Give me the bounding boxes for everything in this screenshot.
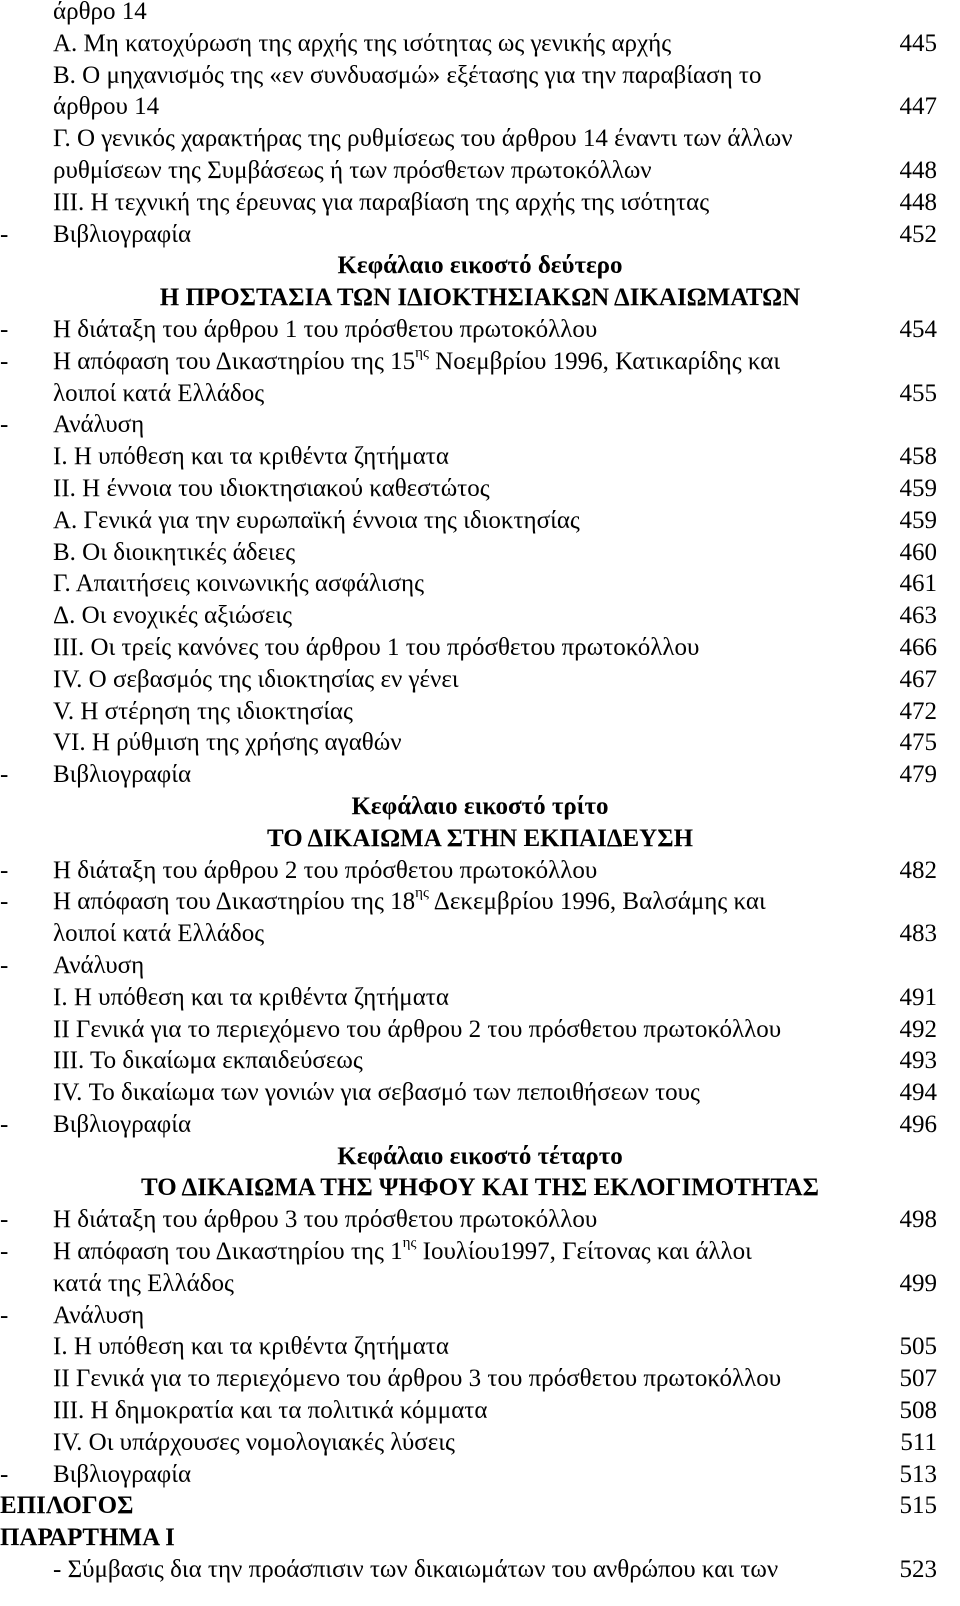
page-number: 445 xyxy=(899,29,937,57)
entry-title: άρθρου 14 xyxy=(53,93,160,121)
page-number: 452 xyxy=(899,220,937,248)
entry-dash: - xyxy=(0,1460,9,1488)
page-number: 467 xyxy=(899,665,937,693)
entry-dash: - xyxy=(0,888,9,916)
toc-section xyxy=(0,1490,960,1522)
page-number: 515 xyxy=(899,1492,937,1520)
toc-entry xyxy=(0,409,960,441)
entry-title: ΙΙ. Η έννοια του ιδιοκτησιακού καθεστώτος xyxy=(53,474,490,502)
page-number: 499 xyxy=(899,1269,937,1297)
page-number: 511 xyxy=(900,1428,937,1456)
page-number: 475 xyxy=(899,729,937,757)
toc-entry xyxy=(0,600,960,632)
chapter-heading: Κεφάλαιο εικοστό δεύτερο xyxy=(337,252,623,280)
toc-entry xyxy=(0,1300,960,1332)
entry-title: Ανάλυση xyxy=(53,951,145,979)
entry-title: ΙΙΙ. Η δημοκρατία και τα πολιτικά κόμματα xyxy=(53,1397,488,1425)
toc-entry xyxy=(0,1554,960,1586)
toc-entry xyxy=(0,219,960,251)
chapter-heading: ΤΟ ΔΙΚΑΙΩΜΑ ΣΤΗΝ ΕΚΠΑΙΔΕΥΣΗ xyxy=(266,824,694,852)
page-number: 472 xyxy=(899,697,937,725)
page-number: 508 xyxy=(899,1397,937,1425)
page-number: 455 xyxy=(899,379,937,407)
toc-entry xyxy=(0,1427,960,1459)
entry-title: Η απόφαση του Δικαστηρίου της $18^{\eta\varsigma}$ Δεκεμβρίου 1996, Βαλσάμης και xyxy=(53,885,766,916)
entry-title: άρθρο 14 xyxy=(53,0,147,25)
entry-title: Ι. Η υπόθεση και τα κριθέντα ζητήματα xyxy=(53,983,449,1011)
page-number: 483 xyxy=(899,920,937,948)
page-number: 458 xyxy=(899,443,937,471)
entry-title: Η απόφαση του Δικαστηρίου της $1^{\eta\varsigma}$ Ιουλίου1997, Γείτονας και άλλοι xyxy=(53,1235,752,1266)
entry-title: λοιποί κατά Ελλάδος xyxy=(53,379,265,407)
toc-entry xyxy=(0,568,960,600)
page-number: 454 xyxy=(899,315,937,343)
entry-title: Α. Γενικά για την ευρωπαϊκή έννοια της ιδιοκτησίας xyxy=(53,506,580,534)
entry-dash: - xyxy=(0,761,9,789)
toc-entry xyxy=(0,537,960,569)
toc-entry xyxy=(0,1236,960,1268)
entry-title: Γ. Ο γενικός χαρακτήρας της ρυθμίσεως του άρθρου 14 έναντι των άλλων xyxy=(53,125,793,153)
toc-entry xyxy=(0,28,960,60)
entry-dash: - xyxy=(0,1110,9,1138)
chapter-heading: Κεφάλαιο εικοστό τέταρτο xyxy=(337,1142,623,1170)
toc-entry xyxy=(0,632,960,664)
toc-entry xyxy=(0,1077,960,1109)
entry-title: κατά της Ελλάδος xyxy=(53,1269,234,1297)
entry-title: Βιβλιογραφία xyxy=(53,220,192,248)
entry-title: - Σύμβασις δια την προάσπισιν των δικαιωμάτων του ανθρώπου και των xyxy=(53,1556,779,1584)
page-number: 507 xyxy=(899,1365,937,1393)
toc-entry xyxy=(0,1363,960,1395)
toc-entry xyxy=(0,1331,960,1363)
page-number: 448 xyxy=(899,156,937,184)
entry-title: Βιβλιογραφία xyxy=(53,1110,192,1138)
page-number: 447 xyxy=(899,93,937,121)
entry-title: ΙΙ Γενικά για το περιεχόμενο του άρθρου 2 του πρόσθετου πρωτοκόλλου xyxy=(53,1015,782,1043)
page-number: 513 xyxy=(899,1460,937,1488)
page-number: 466 xyxy=(899,633,937,661)
page-number: 463 xyxy=(899,602,937,630)
page-number: 505 xyxy=(899,1333,937,1361)
entry-title: ΙΙΙ. Το δικαίωμα εκπαιδεύσεως xyxy=(53,1047,363,1075)
chapter-heading: Η ΠΡΟΣΤΑΣΙΑ ΤΩΝ ΙΔΙΟΚΤΗΣΙΑΚΩΝ ΔΙΚΑΙΩΜΑΤΩΝ xyxy=(159,284,801,312)
entry-title: Δ. Οι ενοχικές αξιώσεις xyxy=(53,602,293,630)
toc-entry xyxy=(0,155,960,187)
entry-dash: - xyxy=(0,315,9,343)
toc-entry xyxy=(0,918,960,950)
toc-entry xyxy=(0,696,960,728)
entry-dash: - xyxy=(0,220,9,248)
page-number: 482 xyxy=(899,856,937,884)
toc-entry xyxy=(0,759,960,791)
entry-title: ΙV. Ο σεβασμός της ιδιοκτησίας εν γένει xyxy=(53,665,459,693)
toc-entry xyxy=(0,505,960,537)
entry-title: ΙΙΙ. Η τεχνική της έρευνας για παραβίαση της αρχής της ισότητας xyxy=(53,188,710,216)
entry-title: Β. Οι διοικητικές άδειες xyxy=(53,538,296,566)
toc-entry xyxy=(0,314,960,346)
toc-section xyxy=(0,1522,960,1554)
page-number: 479 xyxy=(899,761,937,789)
entry-title: ΠΑΡΑΡΤΗΜΑ Ι xyxy=(0,1524,175,1552)
entry-dash: - xyxy=(0,1238,9,1266)
toc-entry xyxy=(0,187,960,219)
entry-title: Γ. Απαιτήσεις κοινωνικής ασφάλισης xyxy=(53,570,425,598)
ordinal-suffix: ης xyxy=(415,885,429,902)
toc-entry xyxy=(0,664,960,696)
toc-entry xyxy=(0,441,960,473)
entry-title: ΙV. Το δικαίωμα των γονιών για σεβασμό των πεποιθήσεων τους xyxy=(53,1079,700,1107)
entry-title: Η διάταξη του άρθρου 1 του πρόσθετου πρωτοκόλλου xyxy=(53,315,598,343)
entry-dash: - xyxy=(0,951,9,979)
page-number: 448 xyxy=(899,188,937,216)
entry-title: Η διάταξη του άρθρου 2 του πρόσθετου πρωτοκόλλου xyxy=(53,856,598,884)
entry-dash: - xyxy=(0,411,9,439)
page-number: 523 xyxy=(899,1556,937,1584)
entry-title: Ι. Η υπόθεση και τα κριθέντα ζητήματα xyxy=(53,443,449,471)
toc-entry xyxy=(0,0,960,28)
entry-title: Η διάταξη του άρθρου 3 του πρόσθετου πρωτοκόλλου xyxy=(53,1206,598,1234)
entry-title: Βιβλιογραφία xyxy=(53,1460,192,1488)
toc-entry xyxy=(0,1014,960,1046)
page-number: 496 xyxy=(899,1110,937,1138)
entry-dash: - xyxy=(0,347,9,375)
toc-entry xyxy=(0,473,960,505)
page-number: 491 xyxy=(899,983,937,1011)
toc-entry xyxy=(0,60,960,92)
entry-title: ΙΙ Γενικά για το περιεχόμενο του άρθρου 3 του πρόσθετου πρωτοκόλλου xyxy=(53,1365,782,1393)
entry-title: ΙV. Οι υπάρχουσες νομολογιακές λύσεις xyxy=(53,1428,455,1456)
chapter-heading: ΤΟ ΔΙΚΑΙΩΜΑ ΤΗΣ ΨΗΦΟΥ ΚΑΙ ΤΗΣ ΕΚΛΟΓΙΜΟΤΗΤΑΣ xyxy=(141,1174,819,1202)
toc-entry xyxy=(0,1395,960,1427)
entry-title: V. Η στέρηση της ιδιοκτησίας xyxy=(53,697,353,725)
page-number: 460 xyxy=(899,538,937,566)
ordinal-suffix: ης xyxy=(415,344,429,361)
toc-entry xyxy=(0,1045,960,1077)
toc-entry xyxy=(0,886,960,918)
entry-title: Βιβλιογραφία xyxy=(53,761,192,789)
page-number: 494 xyxy=(899,1079,937,1107)
entry-title: ΙΙΙ. Οι τρείς κανόνες του άρθρου 1 του πρόσθετου πρωτοκόλλου xyxy=(53,633,700,661)
entry-dash: - xyxy=(0,856,9,884)
toc-entry xyxy=(0,727,960,759)
page-number: 493 xyxy=(899,1047,937,1075)
entry-title: Ι. Η υπόθεση και τα κριθέντα ζητήματα xyxy=(53,1333,449,1361)
toc-entry xyxy=(0,346,960,378)
toc-entry xyxy=(0,950,960,982)
ordinal-suffix: ης xyxy=(402,1235,417,1252)
toc-entry xyxy=(0,378,960,410)
entry-title: Η απόφαση του Δικαστηρίου της $15^{\eta\varsigma}$ Νοεμβρίου 1996, Κατικαρίδης και xyxy=(53,344,781,375)
entry-title: ρυθμίσεων της Συμβάσεως ή των πρόσθετων πρωτοκόλλων xyxy=(53,156,652,184)
toc-entry xyxy=(0,123,960,155)
entry-title: VI. Η ρύθμιση της χρήσης αγαθών xyxy=(53,729,402,757)
toc-entry xyxy=(0,982,960,1014)
toc-entry xyxy=(0,1109,960,1141)
chapter-heading: Κεφάλαιο εικοστό τρίτο xyxy=(351,792,609,820)
entry-title: ΕΠΙΛΟΓΟΣ xyxy=(0,1492,134,1520)
page-number: 459 xyxy=(899,474,937,502)
page-number: 498 xyxy=(899,1206,937,1234)
toc-entry xyxy=(0,1204,960,1236)
toc-entry xyxy=(0,91,960,123)
entry-dash: - xyxy=(0,1301,9,1329)
toc-entry xyxy=(0,855,960,887)
entry-title: Β. Ο μηχανισμός της «εν συνδυασμώ» εξέτασης για την παραβίαση το xyxy=(53,61,762,89)
page-number: 459 xyxy=(899,506,937,534)
toc-entry xyxy=(0,1268,960,1300)
entry-title: Ανάλυση xyxy=(53,411,145,439)
toc-entry xyxy=(0,1459,960,1491)
page-number: 461 xyxy=(899,570,937,598)
entry-title: Ανάλυση xyxy=(53,1301,145,1329)
entry-title: λοιποί κατά Ελλάδος xyxy=(53,920,265,948)
page-number: 492 xyxy=(899,1015,937,1043)
entry-title: Α. Μη κατοχύρωση της αρχής της ισότητας ως γενικής αρχής xyxy=(53,29,672,57)
entry-dash: - xyxy=(0,1206,9,1234)
